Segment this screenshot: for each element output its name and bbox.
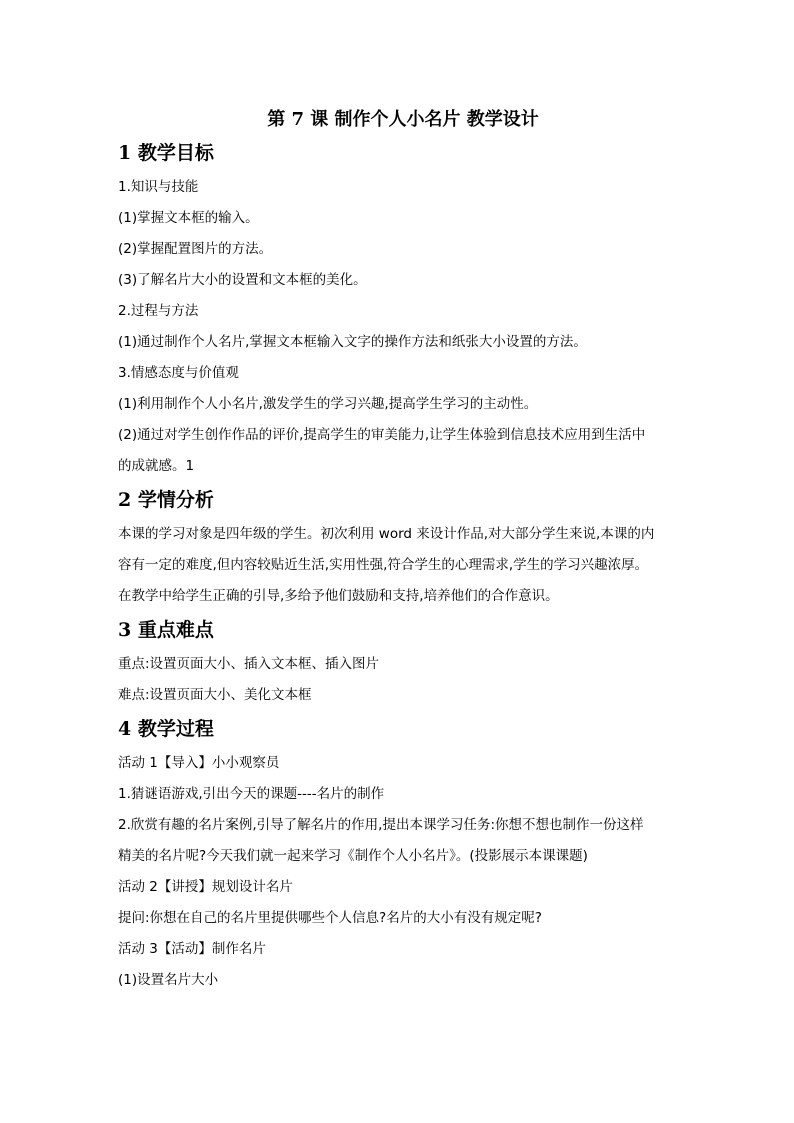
paragraph: (1)设置名片大小 xyxy=(118,972,219,988)
document-title: 第 7 课 制作个人小名片 教学设计 xyxy=(267,109,539,130)
paragraph: 难点:设置页面大小、美化文本框 xyxy=(118,687,312,703)
paragraph: 2.欣赏有趣的名片案例,引导了解名片的作用,提出本课学习任务:你想不想也制作一份这样 xyxy=(118,817,644,833)
paragraph: 1.知识与技能 xyxy=(118,179,199,195)
paragraph: 2.过程与方法 xyxy=(118,303,199,319)
section-heading: 3 重点难点 xyxy=(118,619,214,641)
paragraph: (2)掌握配置图片的方法。 xyxy=(118,241,273,257)
paragraph: 1.猜谜语游戏,引出今天的课题----名片的制作 xyxy=(118,786,385,802)
paragraph: 3.情感态度与价值观 xyxy=(118,365,239,381)
section-heading: 4 教学过程 xyxy=(118,718,214,740)
section-teaching-goals xyxy=(118,135,688,482)
paragraph: (1)通过制作个人名片,掌握文本框输入文字的操作方法和纸张大小设置的方法。 xyxy=(118,334,587,350)
paragraph: 活动 1【导入】小小观察员 xyxy=(118,755,280,771)
section-teaching-process xyxy=(118,711,688,996)
section-heading: 2 学情分析 xyxy=(118,489,214,511)
paragraph: 的成就感。1 xyxy=(118,458,195,474)
paragraph: (1)掌握文本框的输入。 xyxy=(118,210,259,226)
section-key-points xyxy=(118,612,688,711)
paragraph: 容有一定的难度,但内容较贴近生活,实用性强,符合学生的心理需求,学生的学习兴趣浓厚。 xyxy=(118,557,649,573)
paragraph: 本课的学习对象是四年级的学生。初次利用 word 来设计作品,对大部分学生来说,本课的内 xyxy=(118,526,655,542)
paragraph: 活动 2【讲授】规划设计名片 xyxy=(118,879,293,895)
paragraph: 在教学中给学生正确的引导,多给予他们鼓励和支持,培养他们的合作意识。 xyxy=(118,588,559,604)
section-learner-analysis xyxy=(118,482,688,612)
paragraph: (1)利用制作个人小名片,激发学生的学习兴趣,提高学生学习的主动性。 xyxy=(118,396,538,412)
paragraph: 活动 3【活动】制作名片 xyxy=(118,941,266,957)
paragraph: 重点:设置页面大小、插入文本框、插入图片 xyxy=(118,656,380,672)
document-page xyxy=(118,100,688,996)
section-heading: 1 教学目标 xyxy=(118,142,214,164)
paragraph: 精美的名片呢?今天我们就一起来学习《制作个人小名片》。(投影展示本课课题) xyxy=(118,848,588,864)
paragraph: 提问:你想在自己的名片里提供哪些个人信息?名片的大小有没有规定呢? xyxy=(118,910,542,926)
paragraph: (3)了解名片大小的设置和文本框的美化。 xyxy=(118,272,367,288)
paragraph: (2)通过对学生创作作品的评价,提高学生的审美能力,让学生体验到信息技术应用到生活中 xyxy=(118,427,646,443)
